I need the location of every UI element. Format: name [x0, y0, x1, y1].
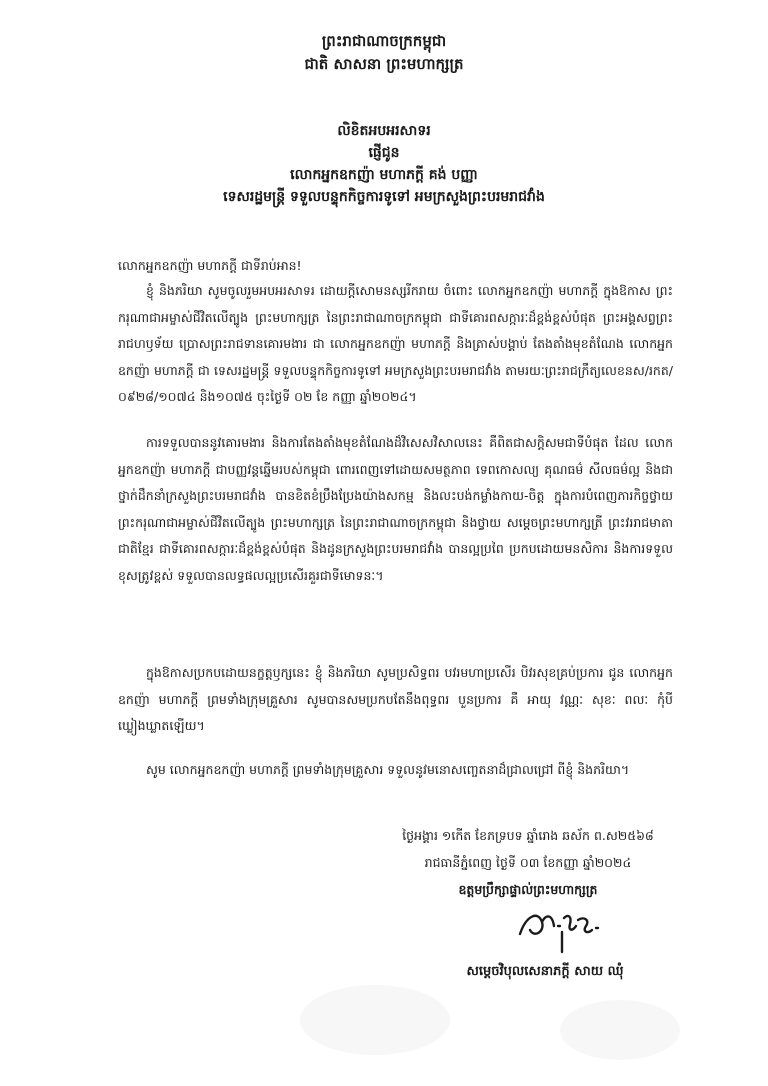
- paragraph-2: [118, 430, 673, 589]
- recipient-position: ទេសរដ្ឋមន្ត្រី ទទួលបន្ទុកកិច្ចការទូទៅ អមក្រសួងព្រះបរមរាជវាំង: [223, 189, 545, 205]
- scan-smudge: [560, 1000, 680, 1060]
- paragraph-3: [118, 660, 673, 740]
- national-motto: ជាតិ សាសនា ព្រះមហាក្សត្រ: [304, 55, 464, 73]
- salutation: លោកអ្នកឧកញ៉ា មហាភក្ដី ជាទីរាប់អាន!: [118, 258, 302, 273]
- document-type: លិខិតអបអរសាទរ: [337, 123, 431, 139]
- solar-date: រាជធានីភ្នំពេញ ថ្ងៃទី ០៣ ខែកញ្ញា ឆ្នាំ២០២៤: [424, 855, 632, 870]
- recipient-name: លោកអ្នកឧកញ៉ា មហាភក្ដី គង់ បញ្ញា: [290, 167, 478, 183]
- paragraph-2-text: ការទទួលបាននូវគោរមងារ និងការតែងតាំងមុខតំណែងដ៏វិសេសវិសាលនេះ គឺពិតជាសក្ដិសមជាទីបំផុត ដែល លោកអ្នកឧកញ៉ា មហាភក្ដី ជាបញ្ញវន្តឆ្នើមរបស់កម្ពុជា ពោរពេញទៅដោយសមត្ថភាព ទេពកោសល្យ គុណធម៌ សីលធម៌ល្អ និងជាថ្នាក់ដឹកនាំក្រសួងព្រះបរមរាជវាំង បានខិតខំប្រឹងប្រែងយ៉ាងសកម្ម និងលះបង់កម្លាំងកាយ-ចិត្ត ក្នុងការបំពេញភារកិច្ចថ្វាយ ព្រះករុណាជាអម្ចាស់ជីវិតលើត្បូង ព្រះមហាក្សត្រ នៃព្រះរាជាណាចក្រកម្ពុជា និងថ្វាយ សម្តេចព្រះមហាក្សត្រី ព្រះវររាជមាតាជាតិខ្មែរ ជាទីគោរពសក្ការៈដ៏ខ្ពង់ខ្ពស់បំផុត និងដូនក្រសួងព្រះបរមរាជវាំង បានល្អប្រពៃ ប្រកបដោយមនសិការ និងការទទួលខុសត្រូវខ្ពស់ ទទួលបានលទ្ធផលល្អប្រសើរគួរជាទីមោទនៈ។: [118, 435, 673, 583]
- lunar-date: ថ្ងៃអង្គារ ១កើត ខែភទ្របទ ឆ្នាំរោង ឆស័ក ព.ស២៥៦៨: [402, 828, 654, 843]
- sent-to-label: ផ្ញើជូន: [368, 145, 400, 161]
- kingdom-name: ព្រះរាជាណាចក្រកម្ពុជា: [321, 32, 447, 50]
- paragraph-3-text: ក្នុងឱកាសប្រកបដោយនក្ខត្តឫក្សនេះ ខ្ញុំ និងភរិយា សូមប្រសិទ្ធពរ បវរមហាប្រសើរ បិវរសុខគ្រប់ប្រការ ជូន លោកអ្នកឧកញ៉ា មហាភក្ដី ព្រមទាំងក្រុមគ្រួសារ សូមបានសមប្រកបតែនឹងពុទ្ធពរ បួនប្រការ គឺ អាយុ វណ្ណៈ សុខៈ ពលៈ កុំបីឃ្លៀងឃ្លាតឡើយ។: [118, 665, 673, 733]
- paragraph-4: [118, 757, 673, 784]
- signer-office: ឧត្តមប្រឹក្សាផ្ទាល់ព្រះមហាក្សត្រ: [458, 882, 598, 897]
- paragraph-1-text: ខ្ញុំ និងភរិយា សូមចូលរួមអបអរសាទរ ដោយក្ដីសោមនស្សរីករាយ ចំពោះ លោកអ្នកឧកញ៉ា មហាភក្ដី ក្នុងឱកាស ព្រះករុណាជាអម្ចាស់ជីវិតលើត្បូង ព្រះមហាក្សត្រ នៃព្រះរាជាណាចក្រកម្ពុជា ជាទីគោរពសក្ការៈដ៏ខ្ពង់ខ្ពស់បំផុត ព្រះអង្គសព្វព្រះរាជហឫទ័យ ប្រោសព្រះរាជទានគោរមងារ ជា លោកអ្នកឧកញ៉ា មហាភក្ដី និងត្រាស់បង្គាប់ តែងតាំងមុខតំណែង លោកអ្នកឧកញ៉ា មហាភក្ដី ជា ទេសរដ្ឋមន្ត្រី ទទួលបន្ទុកកិច្ចការទូទៅ អមក្រសួងព្រះបរមរាជវាំង តាមរយៈព្រះរាជក្រឹត្យលេខនស/រកត/០៩២៨/១០៧៤ និង១០៧៥ ចុះថ្ងៃទី ០២ ខែ កញ្ញា ឆ្នាំ២០២៤។: [118, 283, 673, 404]
- scan-smudge: [300, 985, 450, 1055]
- dateline: [368, 822, 688, 903]
- letter-title-block: [0, 120, 768, 208]
- handwritten-signature: [512, 896, 602, 956]
- signer-name: សម្តេចវិបុលសេនាភក្ដី សាយ ឈុំ: [466, 964, 624, 979]
- paragraph-4-text: សូម លោកអ្នកឧកញ៉ា មហាភក្ដី ព្រមទាំងក្រុមគ្រួសារ ទទួលនូវមនោសញ្ចេតនាដ៏ជ្រាលជ្រៅ ពីខ្ញុំ និងភរិយា។: [146, 762, 630, 777]
- paragraph-1: [118, 278, 673, 411]
- kingdom-header: [0, 30, 768, 76]
